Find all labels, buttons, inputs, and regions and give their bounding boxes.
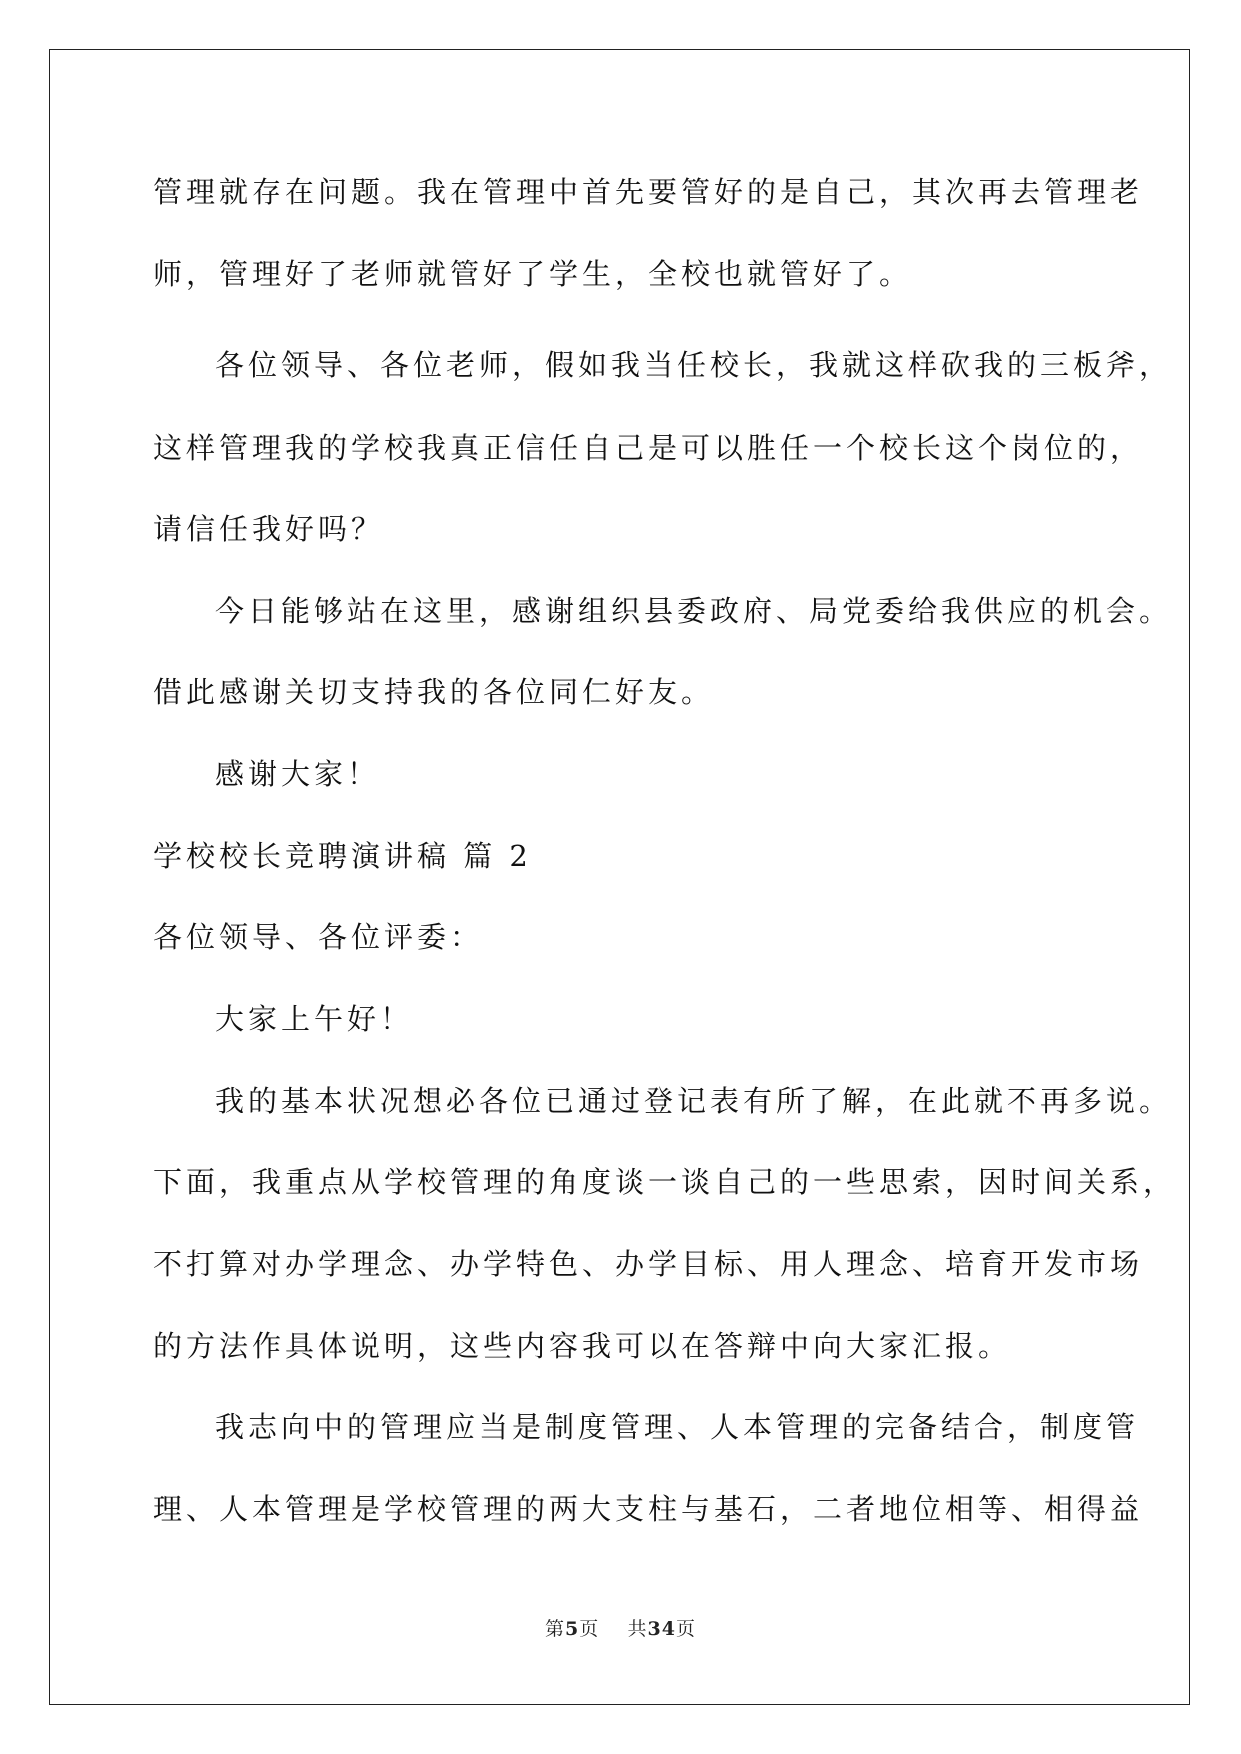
text-line: 不打算对办学理念、办学特色、办学目标、用人理念、培育开发市场 xyxy=(153,1247,1144,1281)
text-line: 各位领导、各位老师，假如我当任校长，我就这样砍我的三板斧， xyxy=(215,348,1173,382)
page-prefix: 第 xyxy=(545,1618,566,1640)
text-line: 的方法作具体说明，这些内容我可以在答辩中向大家汇报。 xyxy=(153,1329,1012,1363)
text-line: 师，管理好了老师就管好了学生，全校也就管好了。 xyxy=(153,257,913,291)
text-line: 我志向中的管理应当是制度管理、人本管理的完备结合，制度管 xyxy=(215,1410,1140,1444)
text-line: 请信任我好吗？ xyxy=(153,512,385,546)
section-heading: 学校校长竞聘演讲稿 篇 2 xyxy=(153,839,532,873)
total-pages: 34 xyxy=(647,1618,676,1640)
text-line: 这样管理我的学校我真正信任自己是可以胜任一个校长这个岗位的， xyxy=(153,431,1144,465)
total-prefix: 共 xyxy=(627,1618,648,1640)
text-line: 今日能够站在这里，感谢组织县委政府、局党委给我供应的机会。 xyxy=(215,594,1173,628)
page-suffix: 页 xyxy=(579,1618,600,1640)
text-line: 大家上午好！ xyxy=(215,1002,414,1036)
page-footer xyxy=(0,1614,1241,1641)
page-number: 5 xyxy=(565,1618,580,1640)
total-suffix: 页 xyxy=(675,1618,696,1640)
text-line: 借此感谢关切支持我的各位同仁好友。 xyxy=(153,675,715,709)
text-line: 感谢大家！ xyxy=(215,757,381,791)
text-line: 下面，我重点从学校管理的角度谈一谈自己的一些思索，因时间关系， xyxy=(153,1165,1177,1199)
text-line: 我的基本状况想必各位已通过登记表有所了解，在此就不再多说。 xyxy=(215,1084,1173,1118)
text-line: 管理就存在问题。我在管理中首先要管好的是自己，其次再去管理老 xyxy=(153,175,1144,209)
salutation: 各位领导、各位评委： xyxy=(153,920,484,954)
text-line: 理、人本管理是学校管理的两大支柱与基石，二者地位相等、相得益 xyxy=(153,1492,1144,1526)
page-border xyxy=(49,49,1190,1705)
